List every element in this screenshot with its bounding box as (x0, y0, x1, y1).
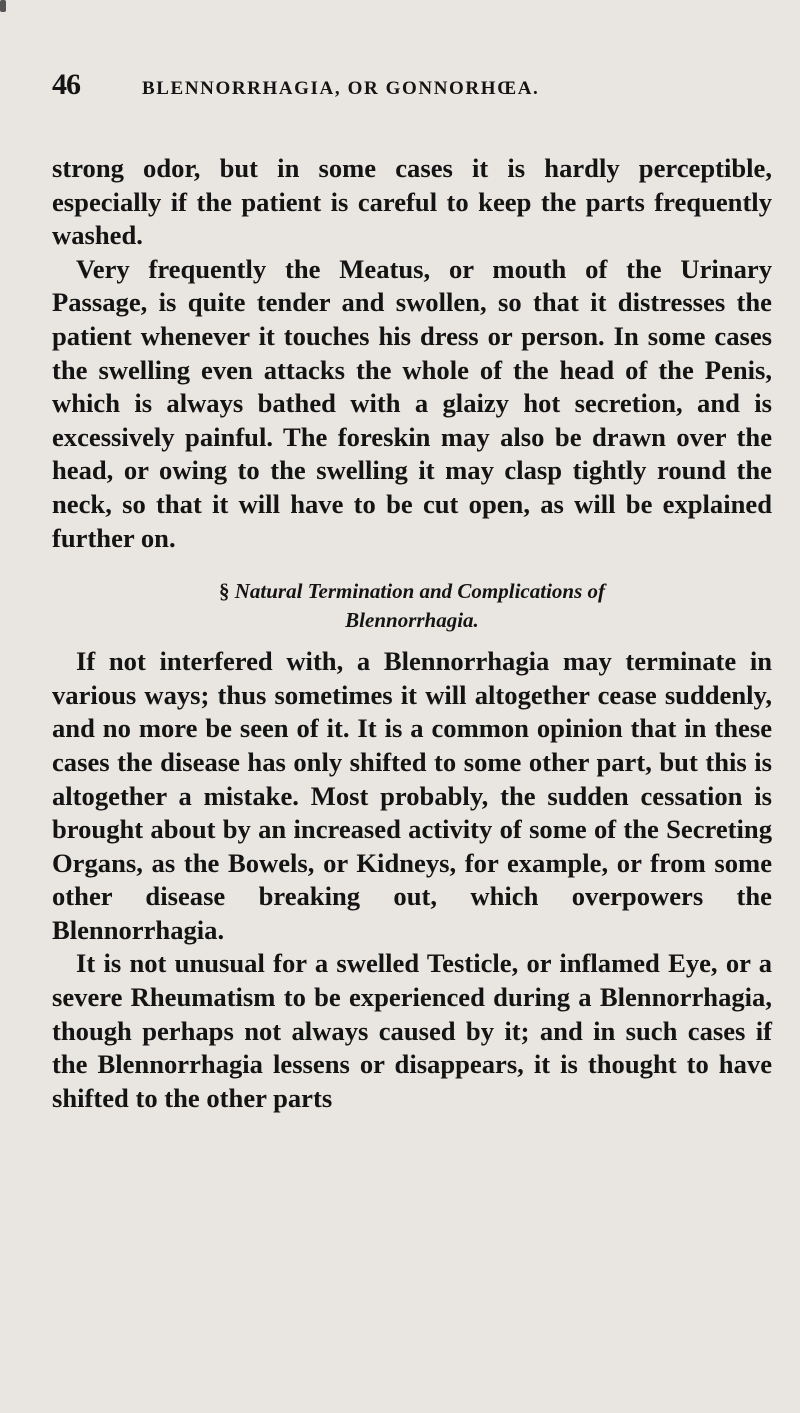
running-head (52, 68, 772, 108)
body-text (52, 152, 772, 1115)
section-symbol: § (218, 579, 230, 604)
paragraph-termination: If not interfered with, a Blennorrhagia may terminate in various ways; thus sometimes it will altogether cease suddenly, and no more be seen of it. It is a common opinion that in these cases the disease has only shifted to some other part, but this is altogether a mistake. Most probably, the sudden cessation is brought about by an increased activity of some of the Secreting Organs, as the Bowels, or Kidneys, for example, or from some other disease breaking out, which overpowers the Blennorrhagia. (52, 646, 772, 945)
section-heading (52, 577, 772, 635)
paragraph-complications: It is not unusual for a swelled Testicle, or inflamed Eye, or a severe Rheumatism to be experienced during a Blennorrhagia, though perhaps not always caused by it; and in such cases if the Blennorrhagia lessens or disappears, it is thought to have shifted to the other parts (52, 948, 772, 1113)
paragraph-meatus: Very frequently the Meatus, or mouth of the Urinary Passage, is quite tender and swollen, so that it distresses the patient whenever it touches his dress or person. In some cases the swelling even attacks the whole of the head of the Penis, which is always bathed with a glaizy hot secretion, and is excessively painful. The foreskin may also be drawn over the head, or owing to the swelling it may clasp tightly round the neck, so that it will have to be cut open, as will be explained further on. (52, 253, 772, 553)
page-edge-mark (0, 0, 6, 12)
section-heading-line1: Natural Termination and Complications of (234, 579, 606, 604)
paragraph-continued: strong odor, but in some cases it is hardly perceptible, especially if the patient is careful to keep the parts frequently washed. (52, 153, 772, 251)
page-number: 46 (52, 68, 80, 101)
section-heading-line2: Blennorrhagia. (345, 608, 479, 633)
book-page (52, 68, 772, 1115)
running-title: BLENNORRHAGIA, OR GONNORHŒA. (142, 78, 540, 99)
